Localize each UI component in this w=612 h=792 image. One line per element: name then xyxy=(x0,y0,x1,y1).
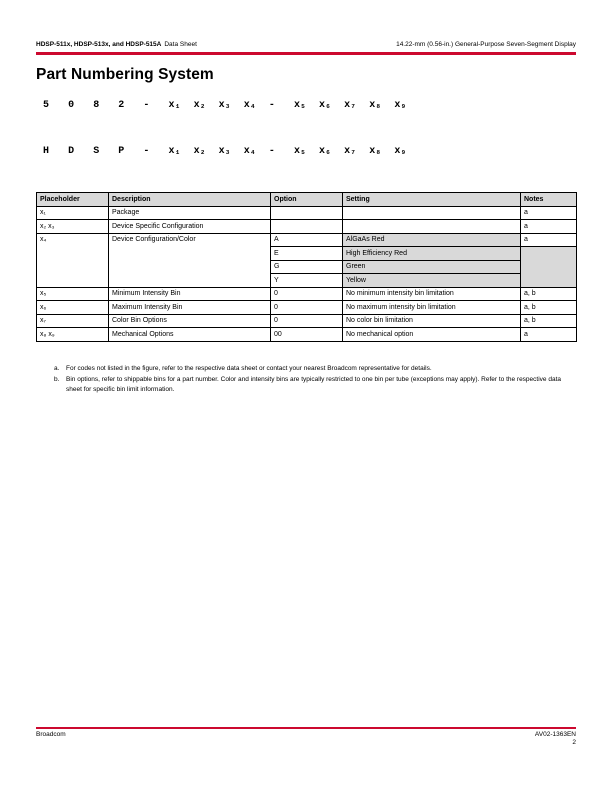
table-row-x6 xyxy=(37,301,577,315)
table-header-row xyxy=(37,193,577,207)
part-token: - xyxy=(268,146,275,157)
cell-description: Mechanical Options xyxy=(109,328,271,342)
part-token: x₆ xyxy=(319,146,332,157)
part-token: x₈ xyxy=(369,146,382,157)
part-token: x₇ xyxy=(344,100,357,111)
cell-option xyxy=(271,220,343,234)
part-token: x₃ xyxy=(218,146,231,157)
part-token: S xyxy=(93,146,100,157)
table-row-x2x3 xyxy=(37,220,577,234)
cell-setting: No color bin limitation xyxy=(343,314,521,328)
part-token: x₄ xyxy=(243,146,256,157)
header-part-numbers: HDSP-511x, HDSP-513x, and HDSP-515A xyxy=(36,41,162,48)
part-token: x₃ xyxy=(218,100,231,111)
footer-rule xyxy=(36,727,576,729)
part-token: x₆ xyxy=(319,100,332,111)
footnote-text: For codes not listed in the figure, refer to the respective data sheet or contact your nearest Broadcom representative for details. xyxy=(66,365,432,372)
part-token: - xyxy=(143,100,150,111)
page-title: Part Numbering System xyxy=(36,66,214,83)
cell-placeholder: x₁ xyxy=(37,206,109,220)
header-doc-type: Data Sheet xyxy=(164,41,197,48)
footer-doc-info xyxy=(535,731,576,748)
column-header-description: Description xyxy=(109,193,271,207)
cell-option: 0 xyxy=(271,301,343,315)
table-row-x7 xyxy=(37,314,577,328)
column-header-placeholder: Placeholder xyxy=(37,193,109,207)
cell-description: Color Bin Options xyxy=(109,314,271,328)
footnote-text: Bin options, refer to shippable bins for a part number. Color and intensity bins are typically restricted to one bin per tube (exceptions may apply). Refer to the respective data sheet for specific bin limit information. xyxy=(66,376,561,394)
cell-notes: a xyxy=(521,328,577,342)
cell-placeholder: x₇ xyxy=(37,314,109,328)
part-token: x₄ xyxy=(243,100,256,111)
footer-doc-number: AV02-1363EN xyxy=(534,731,576,738)
cell-description: Minimum Intensity Bin xyxy=(109,287,271,301)
page-header xyxy=(36,41,576,49)
part-token: D xyxy=(68,146,75,157)
cell-option: E xyxy=(271,247,343,261)
cell-setting: No minimum intensity bin limitation xyxy=(343,287,521,301)
header-rule xyxy=(36,52,576,55)
part-token: - xyxy=(268,100,275,111)
cell-setting: Green xyxy=(343,260,521,274)
part-token: x₉ xyxy=(394,100,407,111)
cell-notes: a, b xyxy=(521,301,577,315)
footnote-label: b. xyxy=(54,376,60,384)
cell-description: Device Configuration/Color xyxy=(109,233,271,287)
page-footer xyxy=(36,731,576,748)
cell-placeholder: x₆ xyxy=(37,301,109,315)
part-token: x₅ xyxy=(293,146,306,157)
cell-option xyxy=(271,206,343,220)
footnote-b xyxy=(54,375,562,395)
cell-description: Device Specific Configuration xyxy=(109,220,271,234)
cell-setting: High Efficiency Red xyxy=(343,247,521,261)
cell-option: 0 xyxy=(271,287,343,301)
part-token: 8 xyxy=(93,100,100,111)
cell-notes: a xyxy=(521,233,577,247)
part-token: x₅ xyxy=(293,100,306,111)
cell-setting: AlGaAs Red xyxy=(343,233,521,247)
part-token: 0 xyxy=(68,100,75,111)
part-token: P xyxy=(118,146,125,157)
part-token: H xyxy=(43,146,50,157)
part-numbering-table xyxy=(36,192,577,342)
cell-notes: a, b xyxy=(521,287,577,301)
cell-placeholder: x₄ xyxy=(37,233,109,287)
cell-notes: a, b xyxy=(521,314,577,328)
column-header-notes: Notes xyxy=(521,193,577,207)
table-footnotes xyxy=(54,364,562,396)
footnote-a xyxy=(54,364,562,374)
part-token: x₇ xyxy=(344,146,357,157)
cell-placeholder: x₅ xyxy=(37,287,109,301)
part-token: 2 xyxy=(118,100,125,111)
table-row-x8x9 xyxy=(37,328,577,342)
part-token: x₈ xyxy=(369,100,382,111)
column-header-option: Option xyxy=(271,193,343,207)
column-header-setting: Setting xyxy=(343,193,521,207)
cell-option: 00 xyxy=(271,328,343,342)
part-number-row-5082 xyxy=(43,100,419,111)
part-token: x₂ xyxy=(193,146,206,157)
part-token: x₁ xyxy=(168,100,181,111)
cell-option: 0 xyxy=(271,314,343,328)
cell-setting xyxy=(343,206,521,220)
cell-description: Maximum Intensity Bin xyxy=(109,301,271,315)
cell-setting: No mechanical option xyxy=(343,328,521,342)
part-token: x₉ xyxy=(394,146,407,157)
cell-notes-merged xyxy=(521,247,577,288)
cell-placeholder: x₈ x₉ xyxy=(37,328,109,342)
table-row-x5 xyxy=(37,287,577,301)
cell-option: Y xyxy=(271,274,343,288)
part-number-row-hdsp xyxy=(43,146,419,157)
cell-setting: No maximum intensity bin limitation xyxy=(343,301,521,315)
part-token: x₁ xyxy=(168,146,181,157)
part-token: x₂ xyxy=(193,100,206,111)
cell-placeholder: x₂ x₃ xyxy=(37,220,109,234)
cell-setting: Yellow xyxy=(343,274,521,288)
table-row-x4-a xyxy=(37,233,577,247)
cell-notes: a xyxy=(521,206,577,220)
footnote-label: a. xyxy=(54,365,60,372)
part-token: 5 xyxy=(43,100,50,111)
cell-option: G xyxy=(271,260,343,274)
table-row-x1 xyxy=(37,206,577,220)
header-doc-subtitle: 14.22-mm (0.56-in.) General-Purpose Seven-Segment Display xyxy=(396,41,576,48)
cell-description: Package xyxy=(109,206,271,220)
footer-page-number: 2 xyxy=(572,739,576,747)
cell-setting xyxy=(343,220,521,234)
footer-company: Broadcom xyxy=(36,731,66,738)
cell-option: A xyxy=(271,233,343,247)
header-doc-title xyxy=(36,41,197,49)
cell-notes: a xyxy=(521,220,577,234)
part-token: - xyxy=(143,146,150,157)
